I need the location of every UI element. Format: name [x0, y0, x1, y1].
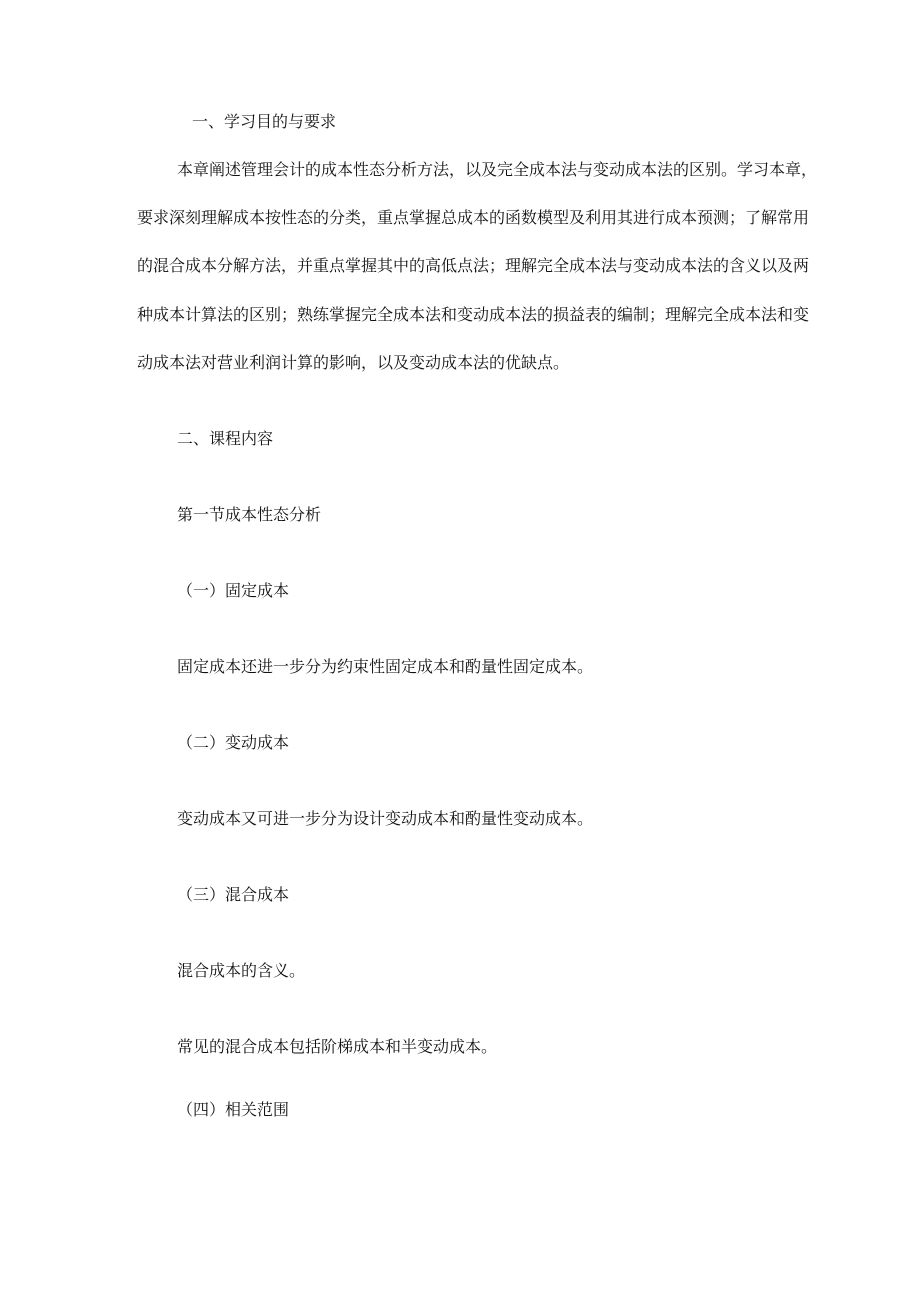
section-heading-course-content: 二、课程内容 — [177, 429, 274, 448]
item-heading-fixed-cost: （一）固定成本 — [177, 581, 290, 600]
paragraph-line: 要求深刻理解成本按性态的分类，重点掌握总成本的函数模型及利用其进行成本预测；了解常用 — [137, 208, 810, 227]
item-text-mixed-cost-types: 常见的混合成本包括阶梯成本和半变动成本。 — [177, 1037, 498, 1056]
item-text-fixed-cost: 固定成本还进一步分为约束性固定成本和酌量性固定成本。 — [177, 657, 594, 676]
subsection-title: 第一节成本性态分析 — [177, 505, 322, 524]
paragraph-line: 种成本计算法的区别；熟练掌握完全成本法和变动成本法的损益表的编制；理解完全成本法和变 — [137, 305, 810, 324]
paragraph-line: 的混合成本分解方法，并重点掌握其中的高低点法；理解完全成本法与变动成本法的含义以及两 — [137, 256, 810, 275]
item-heading-mixed-cost: （三）混合成本 — [177, 885, 290, 904]
paragraph-line: 本章阐述管理会计的成本性态分析方法，以及完全成本法与变动成本法的区别。学习本章， — [177, 160, 818, 179]
item-heading-variable-cost: （二）变动成本 — [177, 733, 290, 752]
item-text-variable-cost: 变动成本又可进一步分为设计变动成本和酌量性变动成本。 — [177, 809, 594, 828]
item-text-mixed-cost: 混合成本的含义。 — [177, 961, 306, 980]
paragraph-line: 动成本法对营业利润计算的影响，以及变动成本法的优缺点。 — [137, 353, 570, 372]
item-heading-relevant-range: （四）相关范围 — [177, 1100, 290, 1119]
section-heading-objectives: 一、学习目的与要求 — [192, 112, 337, 131]
